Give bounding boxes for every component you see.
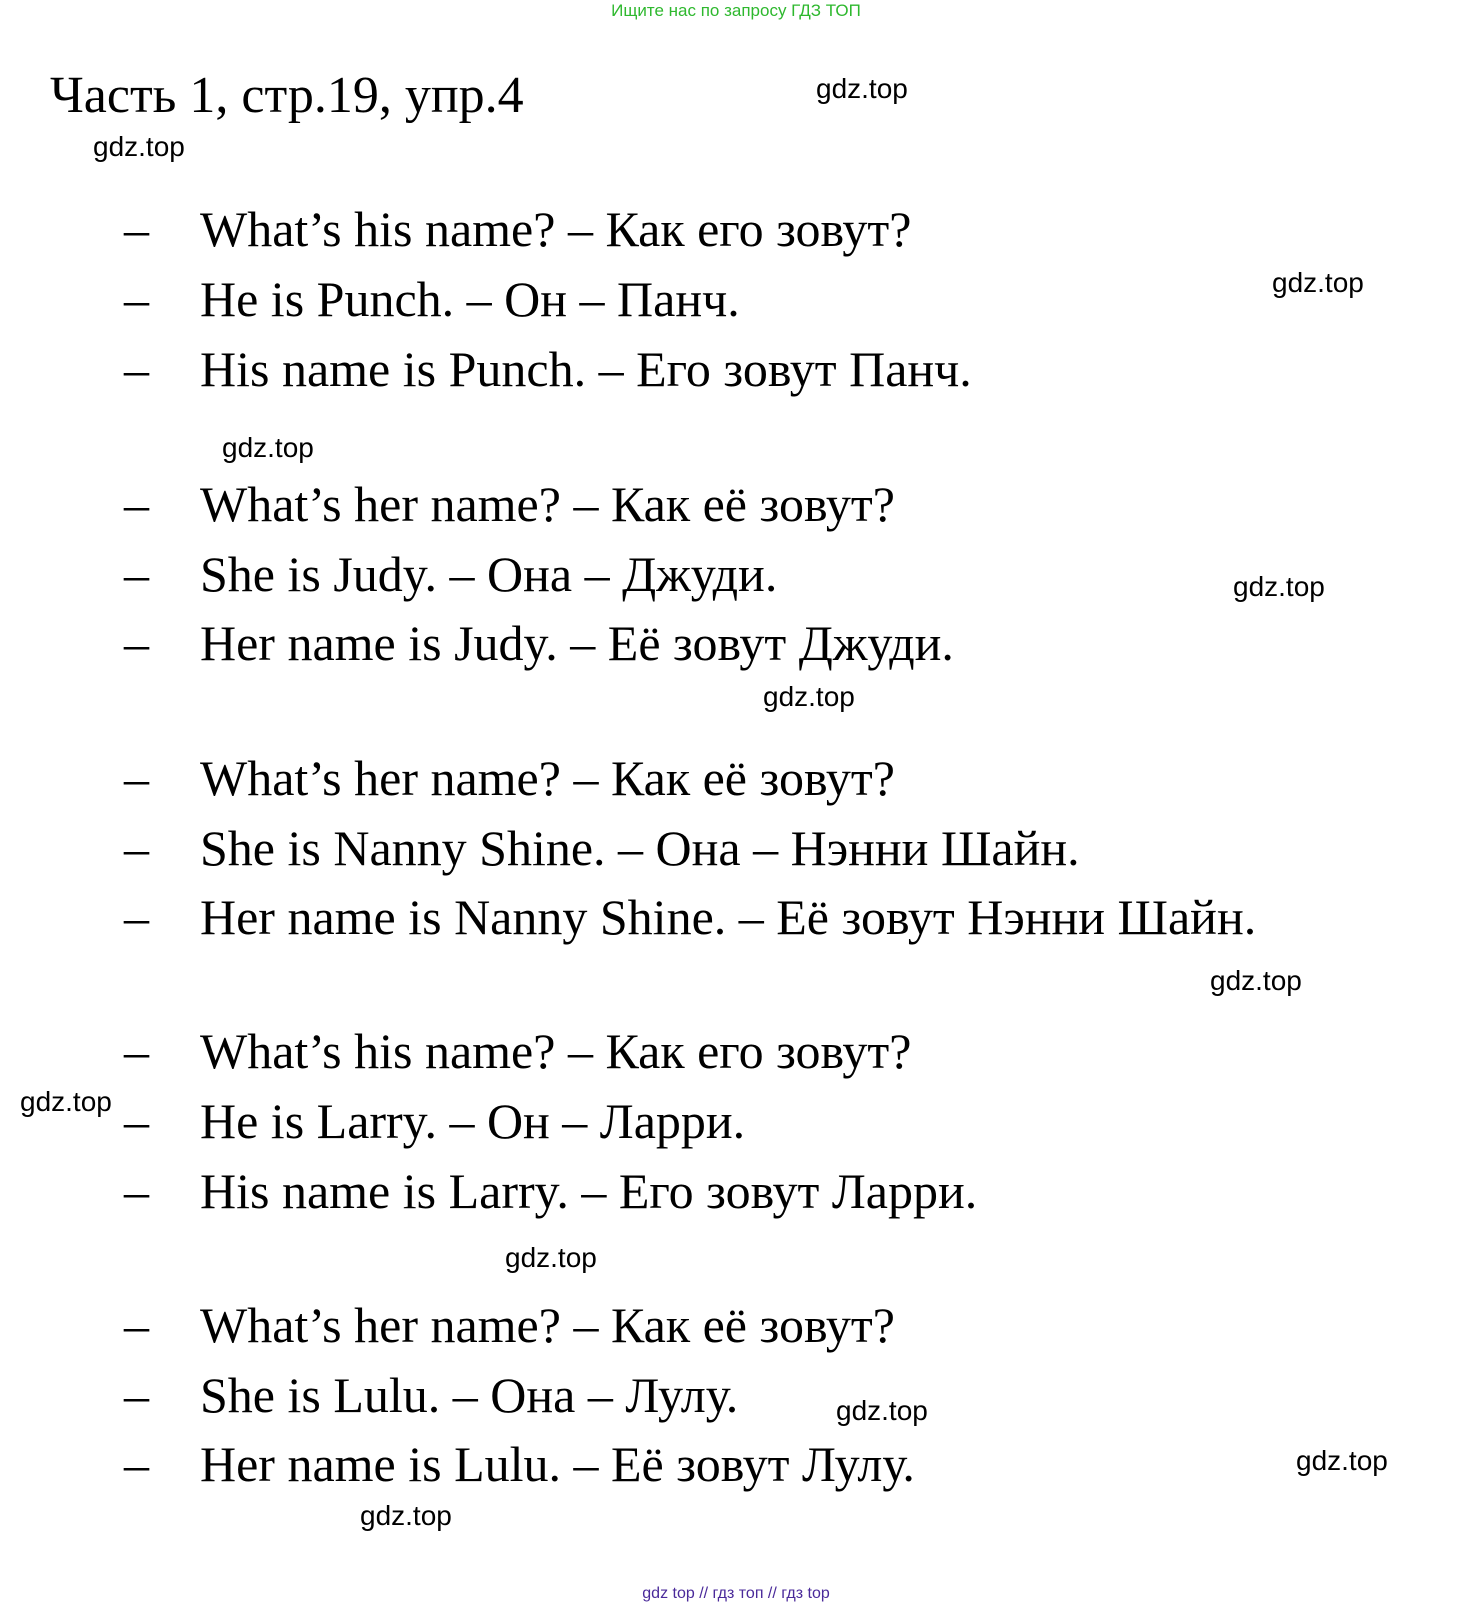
dash-marker: – — [124, 820, 149, 876]
dash-marker: – — [124, 1436, 149, 1492]
watermark: gdz.top — [20, 1086, 112, 1117]
watermark: gdz.top — [1210, 965, 1302, 996]
dash-marker: – — [124, 1163, 149, 1219]
dialogue-text: He is Larry. – Он – Ларри. — [200, 1093, 746, 1149]
dash-marker: – — [124, 750, 149, 806]
dash-marker: – — [124, 201, 149, 257]
watermark: gdz.top — [1233, 571, 1325, 602]
dash-marker: – — [124, 1093, 149, 1149]
watermark: gdz.top — [1272, 267, 1364, 298]
dialogue-text: His name is Punch. – Его зовут Панч. — [200, 341, 972, 397]
dash-marker: – — [124, 1367, 149, 1423]
dialogue-text: She is Judy. – Она – Джуди. — [200, 546, 778, 602]
dialogue-text: What’s her name? – Как её зовут? — [200, 750, 895, 806]
dash-marker: – — [124, 546, 149, 602]
watermark: gdz.top — [816, 73, 908, 104]
dash-marker: – — [124, 341, 149, 397]
dialogue-text: What’s his name? – Как его зовут? — [200, 201, 912, 257]
dialogue-text: She is Nanny Shine. – Она – Нэнни Шайн. — [200, 820, 1080, 876]
dash-marker: – — [124, 889, 149, 945]
watermark: gdz.top — [93, 131, 185, 162]
watermark: gdz.top — [836, 1395, 928, 1426]
dialogue-text: Her name is Judy. – Её зовут Джуди. — [200, 615, 954, 671]
watermark: gdz.top — [505, 1242, 597, 1273]
watermark: gdz.top — [1296, 1445, 1388, 1476]
dash-marker: – — [124, 1297, 149, 1353]
dialogue-text: What’s her name? – Как её зовут? — [200, 476, 895, 532]
dialogue-text: His name is Larry. – Его зовут Ларри. — [200, 1163, 978, 1219]
dialogue-text: What’s his name? – Как его зовут? — [200, 1023, 912, 1079]
dialogue-text: She is Lulu. – Она – Лулу. — [200, 1367, 739, 1423]
dash-marker: – — [124, 476, 149, 532]
dash-marker: – — [124, 615, 149, 671]
top-banner: Ищите нас по запросу ГДЗ ТОП — [611, 1, 861, 20]
dialogue-text: What’s her name? – Как её зовут? — [200, 1297, 895, 1353]
dash-marker: – — [124, 1023, 149, 1079]
dialogue-text: Her name is Nanny Shine. – Её зовут Нэнни Шайн. — [200, 889, 1257, 945]
dialogue-text: He is Punch. – Он – Панч. — [200, 271, 740, 327]
watermark: gdz.top — [360, 1500, 452, 1531]
watermark: gdz.top — [763, 681, 855, 712]
dialogue-text: Her name is Lulu. – Её зовут Лулу. — [200, 1436, 915, 1492]
footer-watermark: gdz top // гдз топ // гдз top — [642, 1585, 830, 1602]
dash-marker: – — [124, 271, 149, 327]
watermark: gdz.top — [222, 432, 314, 463]
page-title: Часть 1, стр.19, упр.4 — [50, 67, 524, 124]
